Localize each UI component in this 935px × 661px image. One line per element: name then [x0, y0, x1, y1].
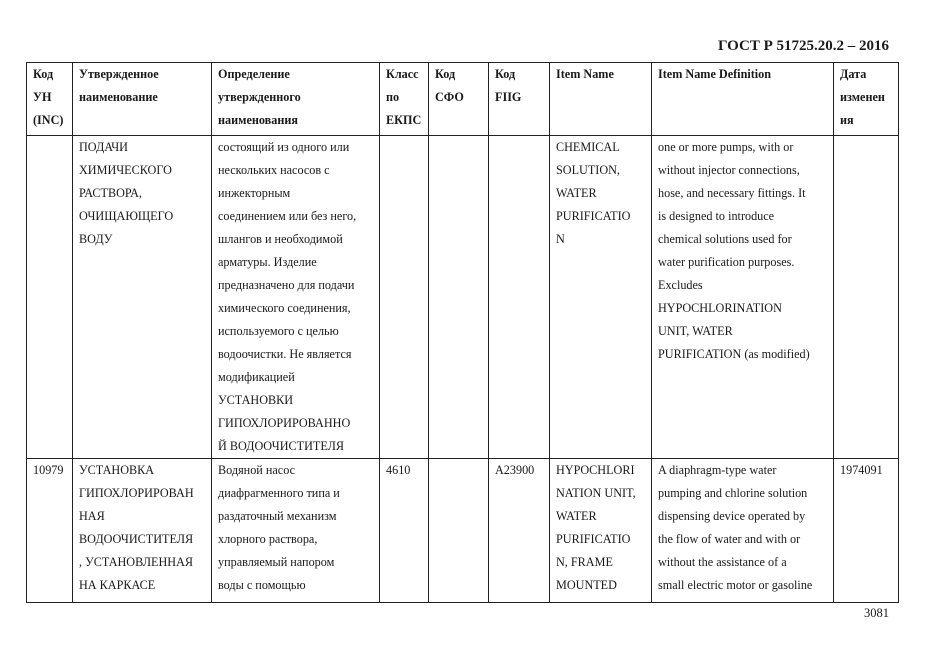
header-item-name-definition: Item Name Definition — [652, 63, 834, 136]
header-ekps-class: Класс по ЕКПС — [380, 63, 429, 136]
header-change-date: Дата изменен ия — [834, 63, 899, 136]
page-number: 3081 — [864, 606, 889, 620]
cell-ekps-class: 4610 — [380, 459, 429, 603]
cell-fiig-code: A23900 — [489, 459, 550, 603]
header-sfo-code: Код СФО — [429, 63, 489, 136]
cell-fiig-code — [489, 136, 550, 459]
document-standard-header: ГОСТ Р 51725.20.2 – 2016 — [717, 38, 889, 54]
cell-inc-code — [27, 136, 73, 459]
header-definition: Определение утвержденного наименования — [212, 63, 380, 136]
cell-definition: состоящий из одного или нескольких насосов с инжекторным соединением или без него, шлангов и необходимой арматуры. Изделие предназначено для подачи химического соединения, используемого с целью водоочистки. Не является модификацией УСТАНОВКИ ГИПОХЛОРИРОВАННО Й ВОДООЧИСТИТЕЛЯ — [212, 136, 380, 459]
inc-table — [26, 62, 899, 603]
header-item-name: Item Name — [550, 63, 652, 136]
table-row — [27, 459, 899, 603]
cell-change-date: 1974091 — [834, 459, 899, 603]
cell-item-name-definition: A diaphragm-type water pumping and chlorine solution dispensing device operated by the flow of water and with or without the assistance of a small electric motor or gasoline — [652, 459, 834, 603]
table-header-row — [27, 63, 899, 136]
cell-sfo-code — [429, 136, 489, 459]
cell-approved-name: ПОДАЧИ ХИМИЧЕСКОГО РАСТВОРА, ОЧИЩАЮЩЕГО ВОДУ — [73, 136, 212, 459]
cell-definition: Водяной насос диафрагменного типа и раздаточный механизм хлорного раствора, управляемый напором воды с помощью — [212, 459, 380, 603]
cell-ekps-class — [380, 136, 429, 459]
cell-approved-name: УСТАНОВКА ГИПОХЛОРИРОВАН НАЯ ВОДООЧИСТИТЕЛЯ , УСТАНОВЛЕННАЯ НА КАРКАСЕ — [73, 459, 212, 603]
cell-item-name: HYPOCHLORI NATION UNIT, WATER PURIFICATIO N, FRAME MOUNTED — [550, 459, 652, 603]
cell-sfo-code — [429, 459, 489, 603]
cell-item-name: CHEMICAL SOLUTION, WATER PURIFICATIO N — [550, 136, 652, 459]
header-fiig-code: Код FIIG — [489, 63, 550, 136]
header-approved-name: Утвержденное наименование — [73, 63, 212, 136]
table-row — [27, 136, 899, 459]
cell-item-name-definition: one or more pumps, with or without injector connections, hose, and necessary fittings. It is designed to introduce chemical solutions used for water purification purposes. Excludes HYPOCHLORINATION UNIT, WATER PURIFICATION (as modified) — [652, 136, 834, 459]
cell-change-date — [834, 136, 899, 459]
header-inc-code: Код УН (INC) — [27, 63, 73, 136]
cell-inc-code: 10979 — [27, 459, 73, 603]
